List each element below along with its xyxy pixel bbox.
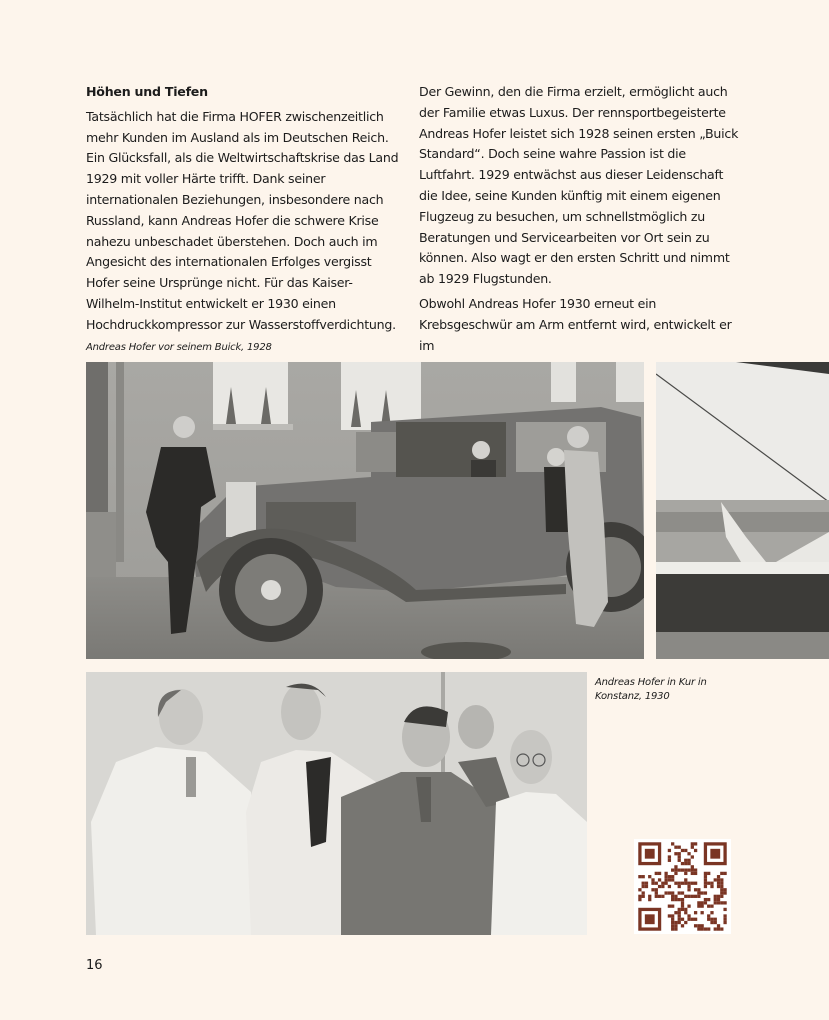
qr-module bbox=[668, 855, 671, 858]
qr-module bbox=[678, 921, 681, 924]
qr-module bbox=[678, 891, 681, 894]
qr-module bbox=[694, 872, 697, 875]
qr-module bbox=[645, 885, 648, 888]
qr-code-image bbox=[634, 839, 731, 934]
qr-module bbox=[691, 855, 694, 858]
qr-module bbox=[694, 868, 697, 871]
qr-module bbox=[717, 875, 720, 878]
qr-module bbox=[655, 891, 658, 894]
qr-module bbox=[674, 911, 677, 914]
qr-module bbox=[704, 898, 707, 901]
qr-module bbox=[720, 901, 723, 904]
qr-module bbox=[710, 905, 713, 908]
qr-module bbox=[687, 885, 690, 888]
qr-module bbox=[638, 888, 641, 891]
qr-module bbox=[701, 927, 704, 930]
qr-module bbox=[684, 868, 687, 871]
qr-module bbox=[671, 898, 674, 901]
qr-module bbox=[720, 882, 723, 885]
qr-module bbox=[710, 885, 713, 888]
qr-module bbox=[701, 901, 704, 904]
qr-module bbox=[684, 859, 687, 862]
qr-module bbox=[671, 921, 674, 924]
qr-module bbox=[684, 862, 687, 865]
qr-module bbox=[707, 918, 710, 921]
qr-module bbox=[710, 911, 713, 914]
qr-module bbox=[684, 878, 687, 881]
group-photo bbox=[86, 672, 587, 935]
qr-module bbox=[681, 924, 684, 927]
qr-module bbox=[661, 895, 664, 898]
qr-module bbox=[678, 868, 681, 871]
group-photo-caption: Andreas Hofer in Kur in Konstanz, 1930 bbox=[595, 677, 707, 702]
qr-module bbox=[687, 868, 690, 871]
qr-module bbox=[674, 852, 677, 855]
qr-module bbox=[648, 898, 651, 901]
qr-module bbox=[642, 895, 645, 898]
qr-module bbox=[684, 921, 687, 924]
qr-module bbox=[694, 918, 697, 921]
qr-module bbox=[720, 872, 723, 875]
qr-module bbox=[671, 924, 674, 927]
qr-module bbox=[687, 859, 690, 862]
qr-module bbox=[723, 918, 726, 921]
qr-module bbox=[642, 875, 645, 878]
qr-module bbox=[687, 862, 690, 865]
qr-module bbox=[691, 882, 694, 885]
qr-module bbox=[678, 908, 681, 911]
qr-module bbox=[687, 914, 690, 917]
qr-module bbox=[717, 927, 720, 930]
qr-module bbox=[697, 891, 700, 894]
qr-module bbox=[678, 882, 681, 885]
qr-module bbox=[704, 882, 707, 885]
qr-module bbox=[671, 868, 674, 871]
qr-module bbox=[687, 852, 690, 855]
qr-module bbox=[691, 868, 694, 871]
qr-module bbox=[655, 872, 658, 875]
qr-module bbox=[704, 878, 707, 881]
qr-module bbox=[638, 875, 641, 878]
qr-module bbox=[678, 852, 681, 855]
qr-module bbox=[714, 918, 717, 921]
qr-module bbox=[648, 875, 651, 878]
qr-module bbox=[707, 898, 710, 901]
qr-module bbox=[701, 924, 704, 927]
qr-module bbox=[714, 878, 717, 881]
qr-module bbox=[671, 878, 674, 881]
qr-module bbox=[638, 895, 641, 898]
qr-module bbox=[684, 872, 687, 875]
qr-module bbox=[664, 882, 667, 885]
qr-module bbox=[664, 891, 667, 894]
qr-module bbox=[668, 878, 671, 881]
qr-module bbox=[642, 885, 645, 888]
qr-module bbox=[655, 888, 658, 891]
qr-module bbox=[651, 888, 654, 891]
qr-module bbox=[691, 895, 694, 898]
qr-module bbox=[691, 872, 694, 875]
qr-module bbox=[697, 927, 700, 930]
qr-module bbox=[694, 882, 697, 885]
qr-module bbox=[678, 885, 681, 888]
qr-module bbox=[678, 911, 681, 914]
qr-module bbox=[674, 898, 677, 901]
plane-photo-image bbox=[656, 362, 829, 659]
qr-module bbox=[687, 905, 690, 908]
qr-module bbox=[674, 882, 677, 885]
qr-module bbox=[694, 888, 697, 891]
qr-module bbox=[668, 859, 671, 862]
qr-module bbox=[691, 842, 694, 845]
qr-module bbox=[674, 865, 677, 868]
qr-module bbox=[642, 891, 645, 894]
qr-module bbox=[717, 898, 720, 901]
qr-module bbox=[717, 901, 720, 904]
qr-module bbox=[668, 891, 671, 894]
qr-module bbox=[691, 918, 694, 921]
qr-module bbox=[687, 918, 690, 921]
qr-module bbox=[638, 898, 641, 901]
qr-module bbox=[658, 878, 661, 881]
qr-module bbox=[687, 895, 690, 898]
qr-module bbox=[720, 885, 723, 888]
qr-module bbox=[674, 927, 677, 930]
qr-code[interactable] bbox=[634, 839, 731, 934]
qr-module bbox=[681, 918, 684, 921]
qr-module bbox=[697, 924, 700, 927]
qr-module bbox=[707, 882, 710, 885]
qr-module bbox=[671, 914, 674, 917]
plane-photo bbox=[656, 362, 829, 659]
qr-module bbox=[674, 921, 677, 924]
qr-module bbox=[674, 895, 677, 898]
qr-module bbox=[697, 895, 700, 898]
qr-module bbox=[684, 895, 687, 898]
qr-module bbox=[691, 846, 694, 849]
qr-module bbox=[720, 888, 723, 891]
qr-module bbox=[661, 885, 664, 888]
qr-module bbox=[664, 872, 667, 875]
qr-module bbox=[720, 895, 723, 898]
qr-module bbox=[717, 885, 720, 888]
qr-module bbox=[678, 918, 681, 921]
qr-module bbox=[720, 927, 723, 930]
qr-module bbox=[681, 891, 684, 894]
qr-module bbox=[645, 849, 655, 859]
qr-module bbox=[707, 914, 710, 917]
qr-module bbox=[701, 891, 704, 894]
paragraph: Der Gewinn, den die Firma erzielt, ermöglicht auch der Familie etwas Luxus. Der rennsportbegeisterte Andreas Hofer leistet sich 1928 seinen ersten „Buick Standard“. Doch seine wahre Passion ist die Luftfahrt. 1929 entwächst aus dieser Leidenschaft die Idee, seine Kunden künftig mit einem eigenen Flugzeug zu besuchen, um schnellstmöglich zu Beratungen und Servicearbeiten vor Ort sein zu können. Also wagt er den ersten Schritt und nimmt ab 1929 Flugstunden. bbox=[419, 84, 739, 287]
page-number: 16 bbox=[86, 958, 103, 973]
qr-module bbox=[655, 895, 658, 898]
qr-module bbox=[678, 846, 681, 849]
group-photo-image bbox=[86, 672, 587, 935]
qr-module bbox=[671, 875, 674, 878]
qr-module bbox=[714, 898, 717, 901]
qr-module bbox=[723, 921, 726, 924]
qr-module bbox=[704, 891, 707, 894]
qr-module bbox=[668, 905, 671, 908]
qr-module bbox=[642, 882, 645, 885]
qr-module bbox=[714, 901, 717, 904]
qr-module bbox=[707, 872, 710, 875]
qr-module bbox=[717, 924, 720, 927]
qr-module bbox=[710, 849, 720, 859]
left-column bbox=[86, 82, 404, 340]
qr-module bbox=[674, 924, 677, 927]
qr-module bbox=[687, 888, 690, 891]
qr-module bbox=[664, 875, 667, 878]
qr-module bbox=[658, 872, 661, 875]
qr-module bbox=[664, 878, 667, 881]
section-heading: Höhen und Tiefen bbox=[86, 84, 208, 99]
qr-module bbox=[710, 921, 713, 924]
qr-module bbox=[717, 878, 720, 881]
qr-module bbox=[697, 888, 700, 891]
qr-module bbox=[694, 842, 697, 845]
qr-module bbox=[681, 898, 684, 901]
qr-module bbox=[671, 842, 674, 845]
qr-module bbox=[651, 882, 654, 885]
qr-module bbox=[671, 927, 674, 930]
qr-module bbox=[645, 882, 648, 885]
qr-module bbox=[645, 914, 655, 924]
qr-module bbox=[704, 875, 707, 878]
qr-module bbox=[687, 882, 690, 885]
qr-module bbox=[684, 908, 687, 911]
qr-module bbox=[701, 905, 704, 908]
qr-module bbox=[678, 898, 681, 901]
qr-module bbox=[681, 849, 684, 852]
car-photo bbox=[86, 362, 644, 659]
qr-module bbox=[681, 868, 684, 871]
qr-module bbox=[707, 927, 710, 930]
qr-module bbox=[678, 855, 681, 858]
qr-module bbox=[707, 905, 710, 908]
qr-module bbox=[661, 882, 664, 885]
qr-module bbox=[694, 924, 697, 927]
qr-module bbox=[697, 901, 700, 904]
qr-module bbox=[648, 895, 651, 898]
qr-module bbox=[701, 911, 704, 914]
qr-module bbox=[720, 878, 723, 881]
qr-module bbox=[684, 882, 687, 885]
paragraph: Obwohl Andreas Hofer 1930 erneut ein Krebsgeschwür am Arm entfernt wird, entwickelt er im bbox=[419, 295, 732, 353]
qr-module bbox=[658, 885, 661, 888]
qr-module bbox=[714, 927, 717, 930]
qr-module bbox=[704, 927, 707, 930]
paragraph: Tatsächlich hat die Firma HOFER zwischenzeitlich mehr Kunden im Ausland als im Deutschen Reich. Ein Glücksfall, als die Weltwirtschaftskrise das Land 1929 mit voller Härte trifft. Dank seiner internationalen Beziehungen, insbesondere nach Russland, kann Andreas Hofer die schwere Krise nahezu unbeschadet überstehen. Doch auch im Angesicht des internationalen Erfolges vergisst Hofer seine Ursprünge nicht. Für das Kaiser-Wilhelm-Institut entwickelt er 1930 einen Hochdruckkompressor zur Wasserstoffverdichtung. bbox=[86, 108, 399, 332]
qr-module bbox=[671, 895, 674, 898]
qr-module bbox=[710, 918, 713, 921]
qr-module bbox=[694, 911, 697, 914]
qr-module bbox=[704, 885, 707, 888]
qr-module bbox=[681, 905, 684, 908]
qr-module bbox=[684, 911, 687, 914]
qr-module bbox=[717, 895, 720, 898]
qr-module bbox=[717, 882, 720, 885]
qr-module bbox=[684, 849, 687, 852]
right-column bbox=[419, 82, 739, 360]
car-photo-caption: Andreas Hofer vor seinem Buick, 1928 bbox=[86, 342, 272, 353]
car-photo-image bbox=[86, 362, 644, 659]
qr-module bbox=[671, 891, 674, 894]
qr-module bbox=[671, 918, 674, 921]
qr-module bbox=[710, 882, 713, 885]
qr-module bbox=[658, 895, 661, 898]
qr-module bbox=[681, 908, 684, 911]
qr-module bbox=[714, 921, 717, 924]
qr-module bbox=[651, 878, 654, 881]
qr-module bbox=[723, 872, 726, 875]
qr-module bbox=[691, 865, 694, 868]
qr-module bbox=[668, 914, 671, 917]
qr-module bbox=[723, 891, 726, 894]
qr-module bbox=[674, 872, 677, 875]
qr-module bbox=[723, 914, 726, 917]
qr-module bbox=[723, 908, 726, 911]
qr-module bbox=[697, 905, 700, 908]
qr-module bbox=[668, 875, 671, 878]
qr-module bbox=[678, 914, 681, 917]
qr-module bbox=[674, 868, 677, 871]
qr-module bbox=[704, 872, 707, 875]
qr-module bbox=[681, 882, 684, 885]
qr-module bbox=[681, 901, 684, 904]
qr-module bbox=[720, 891, 723, 894]
qr-module bbox=[694, 895, 697, 898]
qr-module bbox=[681, 862, 684, 865]
qr-module bbox=[668, 885, 671, 888]
qr-module bbox=[694, 849, 697, 852]
qr-module bbox=[723, 901, 726, 904]
qr-module bbox=[655, 882, 658, 885]
qr-module bbox=[714, 895, 717, 898]
qr-module bbox=[674, 846, 677, 849]
qr-module bbox=[704, 901, 707, 904]
qr-module bbox=[678, 859, 681, 862]
qr-module bbox=[723, 888, 726, 891]
qr-module bbox=[671, 905, 674, 908]
qr-module bbox=[668, 849, 671, 852]
